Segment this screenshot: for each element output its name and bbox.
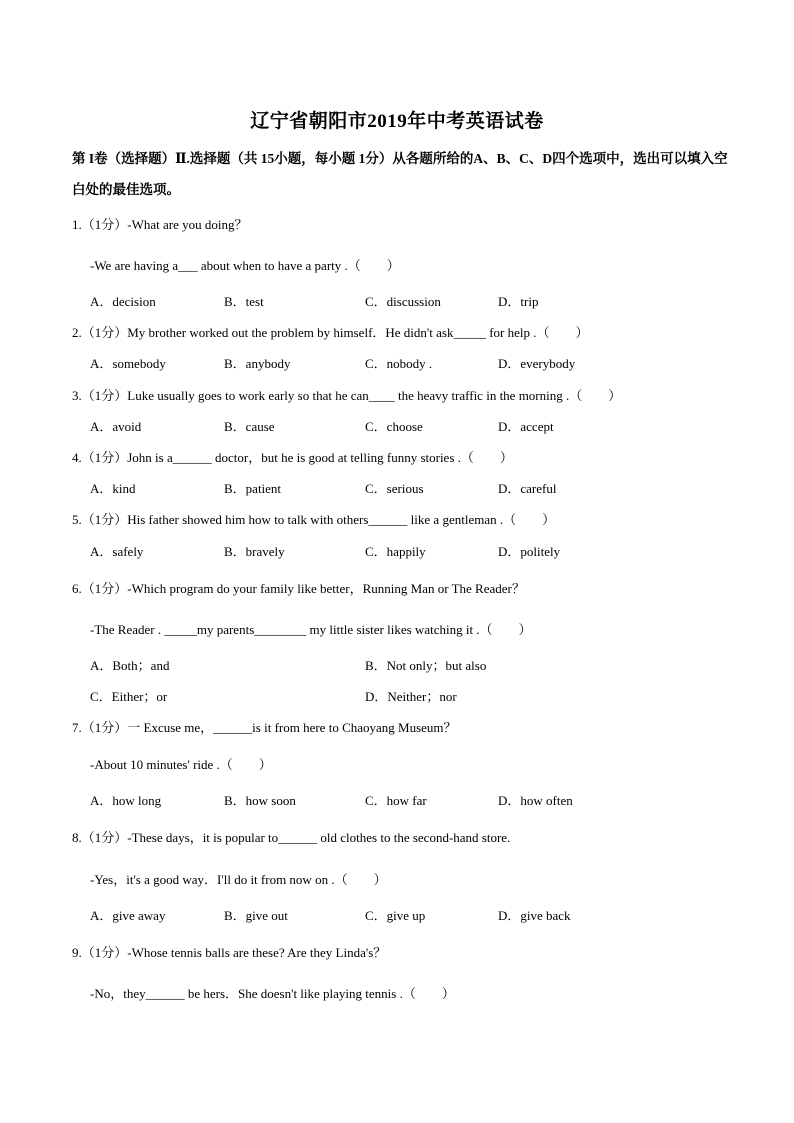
question-6-stem: 6.（1分）-Which program do your family like better，Running Man or The Reader？ <box>72 581 525 596</box>
question-7-option-b: B．how soon <box>224 793 296 808</box>
question-2-option-b: B．anybody <box>224 356 291 371</box>
question-4-option-b: B．patient <box>224 481 282 496</box>
question-7-option-d: D．how often <box>498 793 573 808</box>
question-8-option-b: B．give out <box>224 908 288 923</box>
question-7-stem: 7.（1分）一 Excuse me，______is it from here to Chaoyang Museum？ <box>72 720 457 735</box>
question-6-dialog: -The Reader . _____my parents________ my little sister likes watching it .（ ） <box>90 622 532 637</box>
question-3-option-d: D．accept <box>498 419 554 434</box>
question-1-stem: 1.（1分）-What are you doing？ <box>72 217 248 232</box>
page-title: 辽宁省朝阳市2019年中考英语试卷 <box>250 111 544 132</box>
question-3-stem: 3.（1分）Luke usually goes to work early so that he can____ the heavy traffic in the morning .（ ） <box>72 388 622 403</box>
question-5-stem: 5.（1分）His father showed him how to talk with others______ like a gentleman .（ ） <box>72 512 556 527</box>
question-9-stem: 9.（1分）-Whose tennis balls are these? Are they Linda's？ <box>72 945 387 960</box>
question-5-option-b: B．bravely <box>224 544 285 559</box>
question-6-option-a: A．Both；and <box>90 658 170 673</box>
question-4-option-c: C．serious <box>365 481 424 496</box>
question-3-option-c: C．choose <box>365 419 423 434</box>
question-4-stem: 4.（1分）John is a______ doctor，but he is good at telling funny stories .（ ） <box>72 450 513 465</box>
question-8-stem: 8.（1分）-These days，it is popular to______ old clothes to the second-hand store. <box>72 830 511 845</box>
question-8-dialog: -Yes，it's a good way．I'll do it from now on .（ ） <box>90 872 387 887</box>
question-8-option-c: C．give up <box>365 908 426 923</box>
question-8-option-d: D．give back <box>498 908 571 923</box>
question-6-option-c: C．Either；or <box>90 689 168 704</box>
question-8-option-a: A．give away <box>90 908 166 923</box>
question-7-option-c: C．how far <box>365 793 427 808</box>
question-3-option-a: A．avoid <box>90 419 142 434</box>
question-1-dialog: -We are having a___ about when to have a party .（ ） <box>90 258 400 273</box>
question-5-option-c: C．happily <box>365 544 426 559</box>
question-6-option-d: D．Neither；nor <box>365 689 457 704</box>
question-7-option-a: A．how long <box>90 793 162 808</box>
question-5-option-d: D．politely <box>498 544 561 559</box>
question-2-option-a: A．somebody <box>90 356 166 371</box>
question-4-option-a: A．kind <box>90 481 136 496</box>
question-1-option-a: A．decision <box>90 294 156 309</box>
question-1-option-b: B．test <box>224 294 264 309</box>
question-2-stem: 2.（1分）My brother worked out the problem by himself．He didn't ask_____ for help .（ ） <box>72 325 589 340</box>
question-1-option-d: D．trip <box>498 294 539 309</box>
question-2-option-c: C．nobody . <box>365 356 433 371</box>
question-7-dialog: -About 10 minutes' ride .（ ） <box>90 757 272 772</box>
question-3-option-b: B．cause <box>224 419 275 434</box>
question-4-option-d: D．careful <box>498 481 557 496</box>
question-6-option-b: B．Not only；but also <box>365 658 487 673</box>
question-9-dialog: -No，they______ be hers．She doesn't like playing tennis .（ ） <box>90 986 455 1001</box>
question-5-option-a: A．safely <box>90 544 144 559</box>
section-instructions: 第 I卷（选择题）Ⅱ.选择题（共 15小题，每小题 1分）从各题所给的A、B、C、D四个选项中，选出可以填入空白处的最佳选项。 <box>72 151 728 197</box>
question-1-option-c: C．discussion <box>365 294 441 309</box>
question-2-option-d: D．everybody <box>498 356 576 371</box>
